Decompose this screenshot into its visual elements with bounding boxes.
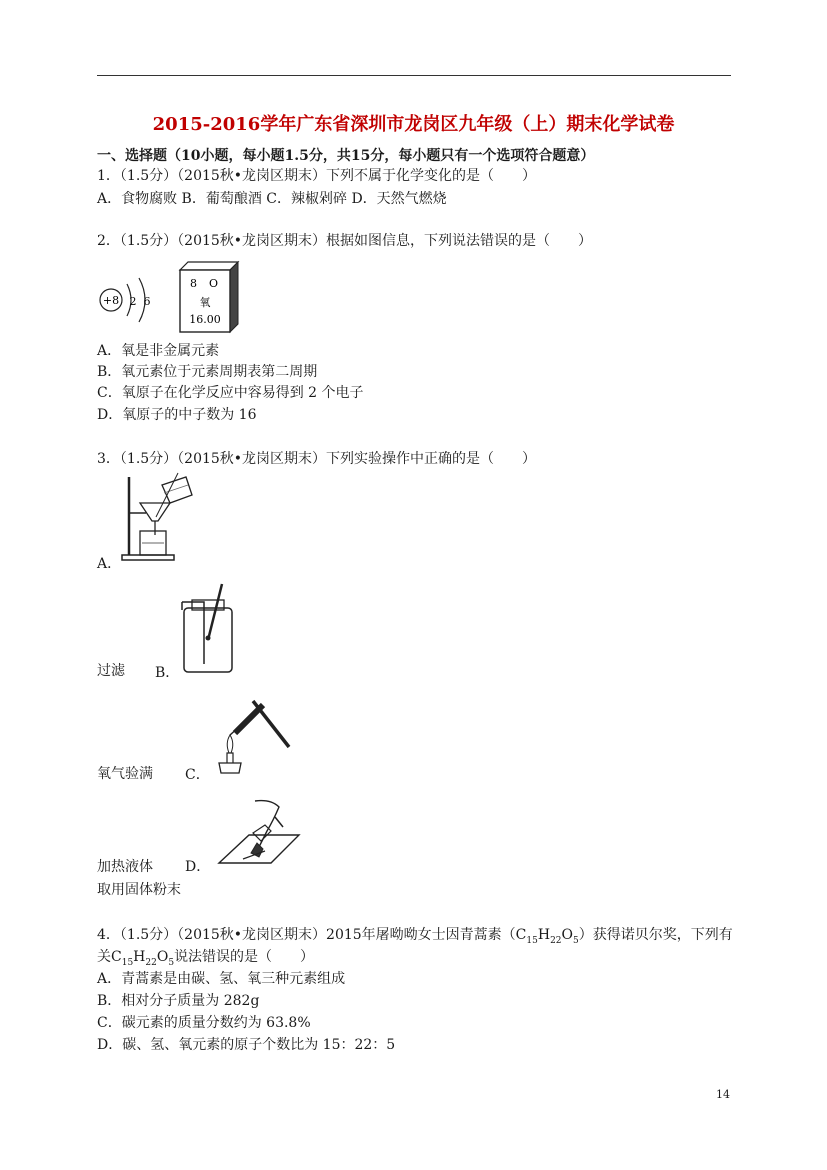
header-rule (97, 75, 731, 76)
question-1-options: A．食物腐败 B．葡萄酿酒 C．辣椒剁碎 D．天然气燃烧 (97, 191, 447, 207)
option-a-label: A． (97, 556, 122, 572)
element-number: 8 (190, 277, 197, 290)
shell-1-electrons: 2 (129, 295, 137, 308)
option-d-label: D． (185, 859, 211, 875)
question-4-stem-line-2: 关$C_{15}H_{22}O_5$说法错误的是（ ） (97, 949, 315, 968)
question-2-option-b: B．氧元素位于元素周期表第二周期 (97, 364, 318, 380)
shell-2-electrons: 6 (143, 295, 151, 308)
question-2-option-c: C．氧原子在化学反应中容易得到 2 个电子 (97, 385, 364, 401)
powder-handling-image (215, 797, 300, 872)
element-name: 氧 (199, 296, 211, 309)
option-c-caption: 加热液体 (97, 859, 153, 875)
section-heading: 一、选择题（10小题，每小题1.5分，共15分，每小题只有一个选项符合题意） (97, 148, 595, 164)
question-2-option-a: A．氧是非金属元素 (97, 343, 220, 359)
question-3-stem: 3．（1.5分）（2015秋•龙岗区期末）下列实验操作中正确的是（ ） (97, 451, 537, 467)
element-symbol: O (209, 277, 219, 290)
option-d-caption: 取用固体粉末 (97, 882, 181, 898)
question-2-stem: 2．（1.5分）（2015秋•龙岗区期末）根据如图信息，下列说法错误的是（ ） (97, 233, 593, 249)
question-4-option-a: A．青蒿素是由碳、氢、氧三种元素组成 (97, 971, 346, 987)
periodic-element-card (176, 260, 246, 332)
oxygen-test-image (178, 580, 238, 675)
atom-structure-diagram (97, 275, 167, 330)
option-b-caption: 氧气验满 (97, 766, 153, 782)
nucleus-charge: +8 (102, 294, 120, 307)
option-c-label: C． (185, 767, 210, 783)
question-4-option-d: D．碳、氢、氧元素的原子个数比为 15：22：5 (97, 1037, 396, 1053)
heating-liquid-image (205, 695, 295, 780)
question-1-stem: 1．（1.5分）（2015秋•龙岗区期末）下列不属于化学变化的是（ ） (97, 168, 537, 184)
option-b-label: B． (155, 665, 180, 681)
page-number: 14 (716, 1088, 730, 1101)
option-a-caption: 过滤 (97, 663, 125, 679)
question-2-option-d: D．氧原子的中子数为 16 (97, 407, 257, 423)
question-4-option-b: B．相对分子质量为 282g (97, 993, 260, 1009)
filtration-apparatus-image (118, 473, 198, 563)
exam-title: 2015-2016学年广东省深圳市龙岗区九年级（上）期末化学试卷 (152, 114, 675, 135)
question-4-option-c: C．碳元素的质量分数约为 63.8% (97, 1015, 311, 1031)
question-4-stem-line-1: 4．（1.5分）（2015秋•龙岗区期末）2015年屠呦呦女士因青蒿素$(C_{15}H_{22}O_5)$获得诺贝尔奖，下列有 (97, 927, 733, 946)
element-mass: 16.00 (189, 313, 221, 326)
